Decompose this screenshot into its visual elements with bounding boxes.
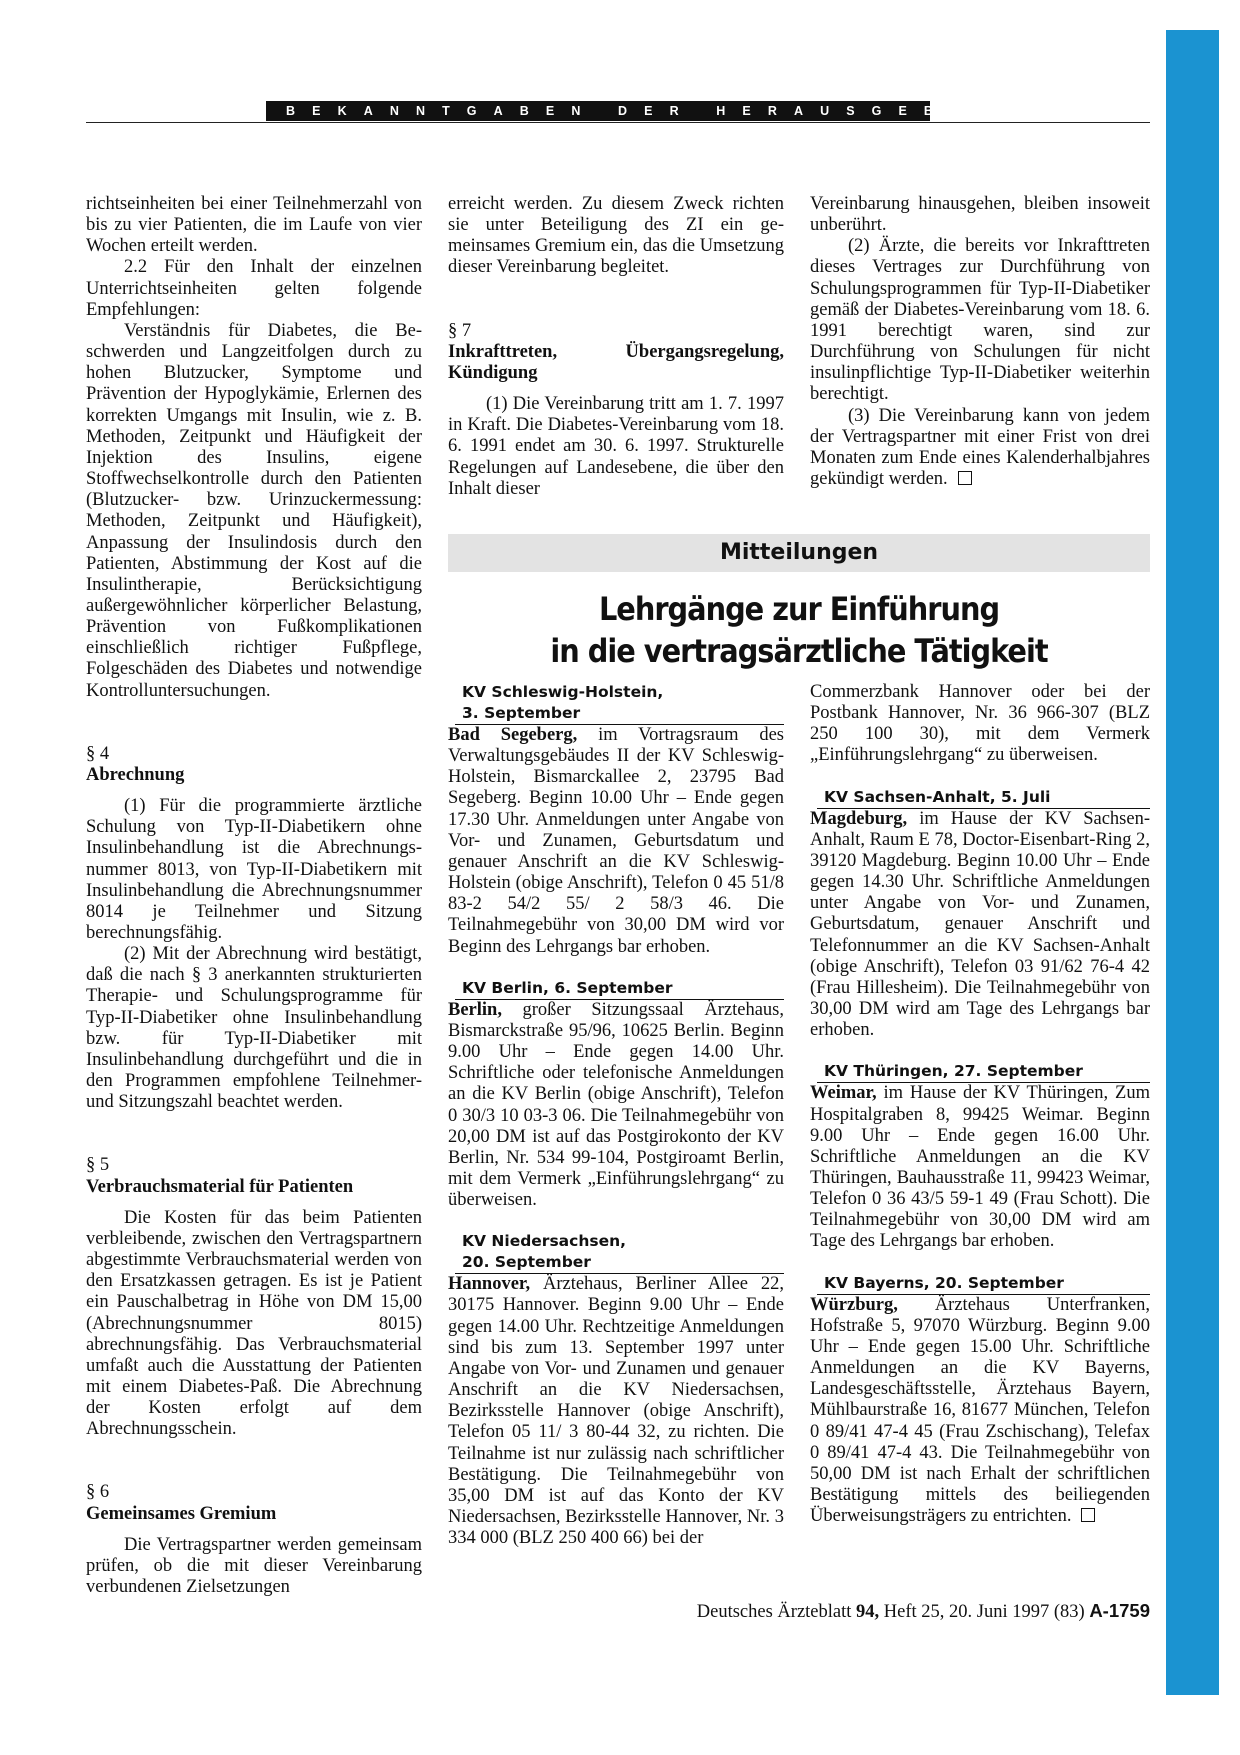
kv-city: Magdeburg, — [810, 808, 908, 829]
section-title: Abrechnung — [86, 764, 185, 785]
kv-city: Würzburg, — [810, 1294, 898, 1315]
column-3-top — [810, 194, 1150, 490]
paragraph: Die Kosten für das beim Patienten verbleibende, zwischen den Vertragspartnern abgestimmte Verbrauchsmaterial werden von den Ersatzkassen getragen. Es ist je Patient ein Pauschalbetrag in Höhe von DM 15,00 (Abrechnungsnummer 8015) abrechnungsfähig. Das Verbrauchsmaterial umfaßt auch die Ausstattung der Patienten mit einem Diabetes-Paß. Die Abrechnung der Kosten erfolgt auf dem Abrechnungsschein. — [86, 1207, 422, 1440]
kv-heading: KV Berlin, 6. September — [455, 978, 784, 1000]
paragraph: (1) Für die programmierte ärztliche Schulung von Typ-II-Diabetikern ohne Insulinbehandlung ist die Abrechnungsnummer 8013, von Typ-II-Diabetikern mit Insulinbehandlung die Abrechnungsnummer 8014 je Teilnehmer und Sitzung berechnungsfähig. — [86, 796, 422, 943]
kv-heading-line: KV Niedersachsen, — [462, 1232, 627, 1251]
column-2-bottom — [448, 682, 784, 1549]
kv-city: Berlin, — [448, 999, 502, 1020]
column-1 — [86, 194, 422, 1598]
paragraph: Vereinbarung hinausgehen, bleiben insoweit unberührt. — [810, 194, 1150, 236]
kv-city: Bad Segeberg, — [448, 725, 578, 745]
end-mark-icon — [1081, 1508, 1095, 1522]
kv-heading-line: 20. September — [462, 1253, 591, 1272]
article-headline — [448, 588, 1150, 672]
header-rule — [86, 122, 1150, 123]
headline-line-1: Lehrgänge zur Einführung — [598, 590, 1000, 628]
page-footer — [640, 1600, 1150, 1623]
kv-heading — [455, 682, 784, 725]
issue-info: Heft 25, 20. Juni 1997 (83) — [879, 1602, 1090, 1622]
kv-heading — [455, 1231, 784, 1274]
kv-text: im Hause der KV Thüringen, Zum Hospitalgraben 8, 99425 Weimar. Beginn 9.00 Uhr – Ende gegen 16.00 Uhr. Schriftliche Anmeldungen an die KV Thüringen, Bauhausstraße 11, 99423 Weimar, Telefon 0 36 43/5 59-1 49 (Frau Schott). Die Teilnahmegebühr von 30,00 DM wird am Tage des Lehrgangs bar erhoben. — [810, 1083, 1150, 1252]
journal-name: Deutsches Ärzteblatt — [696, 1602, 857, 1622]
end-mark-icon — [958, 471, 972, 485]
kv-heading-line: KV Schleswig-Holstein, — [462, 683, 664, 701]
page-number: A-1759 — [1089, 1600, 1150, 1621]
kv-text: großer Sitzungssaal Ärztehaus, Bismarckstraße 95/96, 10625 Berlin. Beginn 9.00 Uhr – Ende gegen 14.00 Uhr. Schriftliche oder telefonische Anmeldungen an die KV Berlin (obige Anschrift), Telefon 0 30/3 10 03-3 06. Die Teilnahmegebühr von 20,00 DM ist auf das Postgirokonto der KV Berlin, Nr. 534 99-104, Postgiroamt Berlin, mit dem Vermerk „Einführungslehrgang“ zu überweisen. — [448, 999, 784, 1211]
paragraph-text: (3) Die Vereinbarung kann von jedem der Vertragspartner mit einer Frist von drei Monaten zum Ende eines Kalenderhalbjahres gekündigt werden. — [810, 405, 1150, 490]
section-title: Gemeinsames Gremium — [86, 1503, 277, 1524]
kv-text: Ärztehaus Unterfranken, Hofstraße 5, 97070 Würzburg. Beginn 9.00 Uhr – Ende gegen 15.00 Uhr. Schriftliche Anmeldungen an die KV Bayerns, Landesgeschäftsstelle, Ärztehaus Bayern, Mühlbaurstraße 16, 81677 München, Telefon 0 89/41 47-4 45 (Frau Zschischang), Telefax 0 89/41 47-4 43. Die Teilnahmegebühr von 50,00 DM ist nach Erhalt der schriftlichen Bestätigung mittels des beiliegenden Überweisungsträgers zu entrichten. — [810, 1294, 1150, 1527]
mitteilungen-band: Mitteilungen — [448, 534, 1150, 572]
section-title: Inkrafttreten, Übergangsregelung, Kündigung — [448, 341, 784, 383]
column-2-top — [448, 194, 784, 500]
column-3-bottom — [810, 682, 1150, 1527]
kv-heading-line: 3. September — [462, 704, 581, 722]
kv-entry — [448, 1274, 784, 1549]
section-header: BEKANNTGABEN DER HERAUSGEBER — [266, 101, 930, 121]
kv-entry: Commerzbank Hannover oder bei der Postbank Hannover, Nr. 36 966-307 (BLZ 250 100 30), mit dem Vermerk „Einführungslehrgang“ zu überweisen. — [810, 682, 1150, 766]
volume: 94, — [856, 1602, 880, 1622]
paragraph: Verständnis für Diabetes, die Beschwerden und Langzeitfolgen durch zu hohen Blutzucker, Symptome und Prävention der Hypoglykämie, Erlernen des korrekten Umgangs mit Insulin, wie z. B. Methoden, Zeitpunkt und Häufigkeit der Injektion des Insulins, eigene Stoffwechselkontrolle durch den Patienten (Blutzucker- bzw. Urinzuckermessung: Methoden, Zeitpunkt und Häufigkeit), Anpassung der Insulindosis durch den Patienten, Abstimmung der Kost auf die Insulintherapie, Berücksichtigung außergewöhnlicher körperlicher Belastung, Prävention von Fußkomplikationen einschließlich richtiger Fußpflege, Folgeschäden des Diabetes und notwendige Kontrolluntersuchungen. — [86, 320, 422, 701]
paragraph: 2.2 Für den Inhalt der einzelnen Unterrichtseinheiten gelten folgende Empfehlungen: — [86, 257, 422, 320]
section-title: Verbrauchsmaterial für Patienten — [86, 1176, 354, 1197]
kv-heading: KV Bayerns, 20. September — [817, 1273, 1150, 1295]
kv-text: Ärztehaus, Berliner Allee 22, 30175 Hannover. Beginn 9.00 Uhr – Ende gegen 14.00 Uhr. Rechtzeitige Anmeldungen sind bis zum 13. September 1997 unter Angabe von Vor- und Zunamen und genauer Anschrift an die KV Niedersachsen, Bezirksstelle Hannover (obige Anschrift), Telefon 05 11/ 3 80-44 32, zu richten. Die Teilnahme ist nur zulässig nach schriftlicher Bestätigung. Die Teilnahmegebühr von 35,00 DM ist auf das Konto der KV Niedersachsen, Bezirksstelle Hannover, Nr. 3 334 000 (BLZ 250 400 66) bei der — [448, 1274, 784, 1549]
kv-entry — [810, 1083, 1150, 1252]
section-number: § 5 — [86, 1155, 110, 1176]
kv-entry — [448, 1000, 784, 1212]
kv-entry — [810, 809, 1150, 1042]
section-number: § 7 — [448, 320, 472, 341]
kv-city: Weimar, — [810, 1083, 877, 1104]
section-number: § 4 — [86, 743, 110, 764]
kv-text: im Hause der KV Sachsen-Anhalt, Raum E 78, Doctor-Eisenbart-Ring 2, 39120 Magdeburg. Beginn 10.00 Uhr – Ende gegen 14.30 Uhr. Schriftliche Anmeldungen unter Angabe von Vor- und Zunamen, Geburtsdatum, genauer Anschrift und Telefonnummer an die KV Sachsen-Anhalt (obige Anschrift), Telefon 03 91/62 76-4 42 (Frau Hillesheim). Die Teilnahmegebühr von 30,00 DM wird am Tage des Lehrgangs bar erhoben. — [810, 808, 1150, 1041]
section-number: § 6 — [86, 1482, 110, 1503]
kv-heading: KV Sachsen-Anhalt, 5. Juli — [817, 787, 1150, 809]
kv-entry — [448, 725, 784, 958]
headline-line-2: in die vertragsärztliche Tätigkeit — [550, 632, 1048, 670]
paragraph: (2) Mit der Abrechnung wird bestätigt, daß die nach § 3 anerkannten strukturierten Therapie- und Schulungsprogramme für Typ-II-Diabetiker ohne Insulinbehandlung bzw. für Typ-II-Diabetiker mit Insulinbehandlung durchgeführt und die in den Programmen empfohlene Teilnehmer- und Sitzungszahl beachtet werden. — [86, 944, 422, 1113]
kv-city: Hannover, — [448, 1274, 531, 1295]
blue-edge-stripe — [1166, 30, 1219, 1695]
kv-text: im Vortragsraum des Verwaltungsgebäudes II der KV Schleswig-Holstein, Bismarckallee 2, 23795 Bad Segeberg. Beginn 10.00 Uhr – Ende gegen 17.30 Uhr. Anmeldungen unter Angabe von Vor- und Zunamen, Geburtsdatum und genauer Anschrift an die KV Schleswig-Holstein (obige Anschrift), Telefon 0 45 51/8 83-2 54/2 55/ 2 58/3 46. Die Teilnahmegebühr von 30,00 DM wird vor Beginn des Lehrgangs bar erhoben. — [448, 725, 784, 957]
paragraph: Die Vertragspartner werden gemeinsam prüfen, ob die mit dieser Vereinbarung verbundenen Zielsetzungen — [86, 1534, 422, 1598]
paragraph: (2) Ärzte, die bereits vor Inkrafttreten dieses Vertrages zur Durchführung von Schulungsprogrammen für Typ-II-Diabetiker gemäß der Diabetes-Vereinbarung vom 18. 6. 1991 berechtigt waren, sind zur Durchführung von Schulungen für nicht insulinpflichtige Typ-II-Diabetiker weiterhin berechtigt. — [810, 236, 1150, 405]
paragraph: (1) Die Vereinbarung tritt am 1. 7. 1997 in Kraft. Die Diabetes-Vereinbarung vom 18. 6. 1991 endet am 30. 6. 1997. Strukturelle Regelungen auf Landesebene, die über den Inhalt dieser — [448, 394, 784, 499]
paragraph: erreicht werden. Zu diesem Zweck richten sie unter Beteiligung des ZI ein gemeinsames Gremium ein, das die Umsetzung dieser Vereinbarung begleitet. — [448, 194, 784, 278]
kv-heading: KV Thüringen, 27. September — [817, 1061, 1150, 1083]
paragraph: richtseinheiten bei einer Teilnehmerzahl von bis zu vier Patienten, die im Laufe von vier Wochen erteilt werden. — [86, 194, 422, 257]
kv-entry — [810, 1295, 1150, 1528]
paragraph — [810, 406, 1150, 491]
